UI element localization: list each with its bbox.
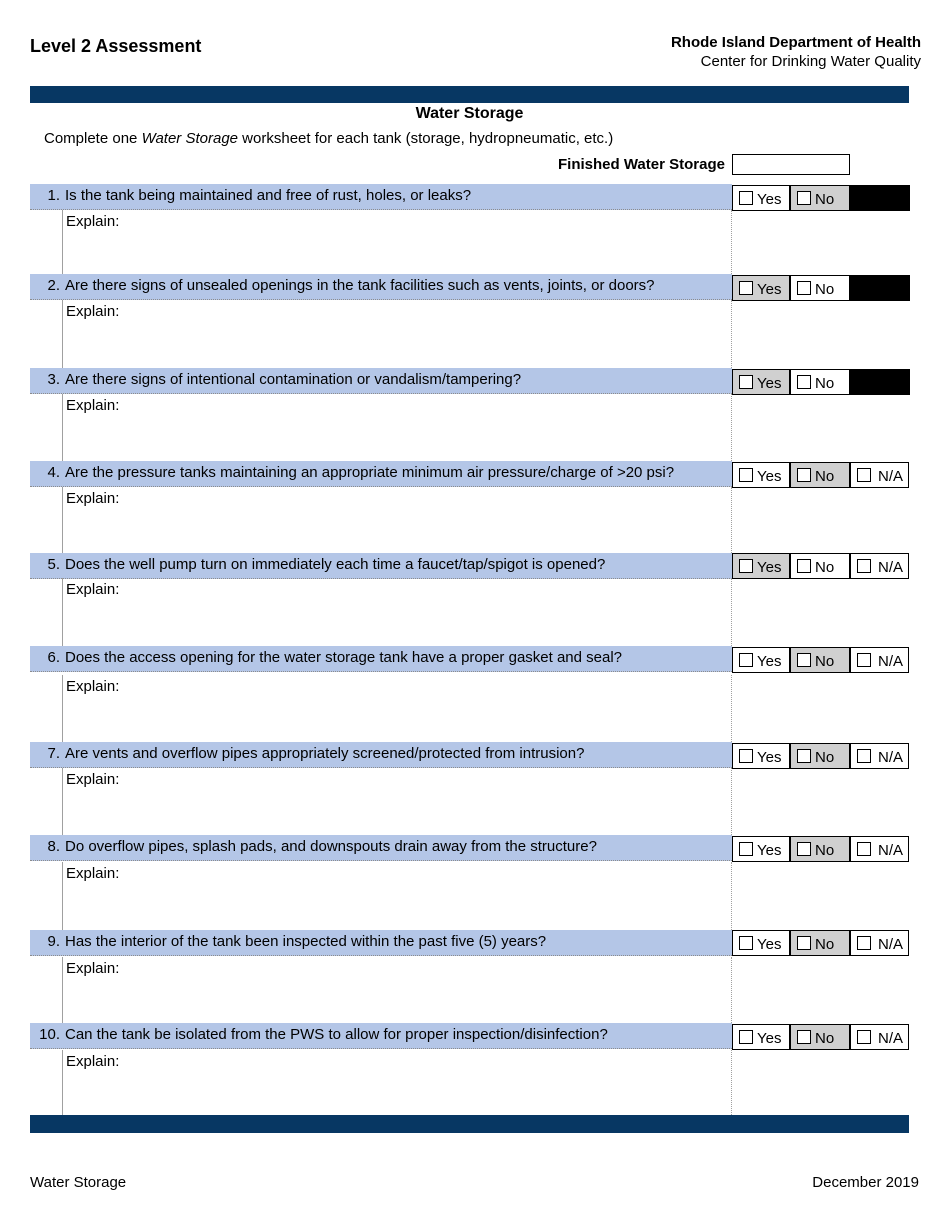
yes-label: Yes [757, 842, 782, 859]
checkbox-icon [857, 653, 871, 667]
na-option[interactable] [850, 647, 909, 673]
question-number: 9. [47, 933, 60, 950]
question-row-1 [30, 184, 732, 210]
na-label: N/A [877, 936, 903, 953]
checkbox-icon [797, 559, 811, 573]
yes-option[interactable] [732, 462, 790, 488]
fws-label-text: Finished Water Storage [557, 156, 725, 173]
explain-box-4[interactable] [62, 487, 732, 553]
checkbox-icon [857, 842, 871, 856]
yes-option[interactable] [732, 369, 790, 395]
checkbox-icon [739, 191, 753, 205]
na-option[interactable] [850, 462, 909, 488]
explain-box-6[interactable] [62, 675, 732, 742]
checkbox-icon [797, 749, 811, 763]
question-row-7 [30, 742, 732, 768]
explain-box-3[interactable] [62, 394, 732, 461]
explain-label: Explain: [66, 490, 120, 507]
checkbox-icon [739, 936, 753, 950]
no-label: No [815, 559, 835, 576]
no-option[interactable] [790, 185, 850, 211]
checkbox-icon [857, 936, 871, 950]
no-label: No [815, 375, 835, 392]
answer-group-10 [732, 1024, 910, 1050]
na-option[interactable] [850, 1024, 909, 1050]
checkbox-icon [857, 1030, 871, 1044]
checkbox-icon [797, 936, 811, 950]
yes-label: Yes [757, 749, 782, 766]
no-option[interactable] [790, 462, 850, 488]
page-title: Level 2 Assessment [30, 36, 202, 56]
explain-label: Explain: [66, 678, 120, 695]
question-number: 6. [47, 649, 60, 666]
answer-group-6 [732, 647, 910, 673]
no-label: No [815, 191, 835, 208]
no-label: No [815, 653, 835, 670]
question-number: 4. [47, 464, 60, 481]
yes-label: Yes [757, 468, 782, 485]
checkbox-icon [797, 191, 811, 205]
yes-option[interactable] [732, 553, 790, 579]
yes-option[interactable] [732, 647, 790, 673]
question-row-3 [30, 368, 732, 394]
checkbox-icon [739, 1030, 753, 1044]
question-row-8 [30, 835, 732, 861]
answer-group-5 [732, 553, 910, 579]
checkbox-icon [857, 749, 871, 763]
question-row-2 [30, 274, 732, 300]
question-number: 3. [47, 371, 60, 388]
yes-label: Yes [757, 191, 782, 208]
no-label: No [815, 468, 835, 485]
no-label: No [815, 281, 835, 298]
footer-section-name: Water Storage [30, 1174, 127, 1191]
checkbox-icon [797, 653, 811, 667]
no-option[interactable] [790, 647, 850, 673]
question-number: 10. [39, 1026, 60, 1043]
na-option[interactable] [850, 553, 909, 579]
disabled-na-cell [850, 369, 910, 395]
na-option[interactable] [850, 836, 909, 862]
na-option[interactable] [850, 930, 909, 956]
yes-option[interactable] [732, 1024, 790, 1050]
question-row-9 [30, 930, 732, 956]
top-band [30, 86, 909, 103]
explain-label: Explain: [66, 960, 120, 977]
question-text: Does the well pump turn on immediately each time a faucet/tap/spigot is opened? [65, 556, 606, 573]
no-option[interactable] [790, 1024, 850, 1050]
question-text: Is the tank being maintained and free of rust, holes, or leaks? [65, 187, 472, 204]
checkbox-icon [739, 281, 753, 295]
na-label: N/A [877, 842, 903, 859]
yes-option[interactable] [732, 185, 790, 211]
answer-group-3 [732, 369, 910, 395]
st-input[interactable] [732, 154, 850, 175]
question-number: 5. [47, 556, 60, 573]
yes-label: Yes [757, 1030, 782, 1047]
answer-group-8 [732, 836, 910, 862]
disabled-na-cell [850, 185, 910, 211]
answer-group-7 [732, 743, 910, 769]
explain-box-5[interactable] [62, 578, 732, 646]
question-text: Are there signs of intentional contamination or vandalism/tampering? [65, 371, 522, 388]
explain-label: Explain: [66, 397, 120, 414]
question-row-10 [30, 1023, 732, 1049]
answer-group-2 [732, 275, 910, 301]
no-option[interactable] [790, 275, 850, 301]
explain-box-10[interactable] [62, 1050, 732, 1115]
checkbox-icon [739, 468, 753, 482]
question-text: Has the interior of the tank been inspected within the past five (5) years? [65, 933, 547, 950]
checkbox-icon [797, 842, 811, 856]
yes-option[interactable] [732, 275, 790, 301]
answer-group-9 [732, 930, 910, 956]
question-text: Are there signs of unsealed openings in the tank facilities such as vents, joints, or doors? [65, 277, 655, 294]
instructions [44, 130, 613, 147]
bottom-band [30, 1115, 909, 1133]
checkbox-icon [857, 559, 871, 573]
na-label: N/A [877, 749, 903, 766]
no-option[interactable] [790, 743, 850, 769]
checkbox-icon [797, 1030, 811, 1044]
instructions-em: Water Storage [141, 130, 239, 147]
explain-box-8[interactable] [62, 862, 732, 930]
question-number: 8. [47, 838, 60, 855]
disabled-na-cell [850, 275, 910, 301]
explain-label: Explain: [66, 213, 120, 230]
no-label: No [815, 749, 835, 766]
answer-group-4 [732, 462, 910, 488]
na-label: N/A [877, 468, 903, 485]
explain-label: Explain: [66, 771, 120, 788]
explain-box-9[interactable] [62, 957, 732, 1023]
section-title: Water Storage [415, 105, 524, 122]
explain-label: Explain: [66, 303, 120, 320]
checkbox-icon [857, 468, 871, 482]
na-label: N/A [877, 559, 903, 576]
no-option[interactable] [790, 553, 850, 579]
question-text: Can the tank be isolated from the PWS to allow for proper inspection/disinfection? [65, 1026, 608, 1043]
answer-group-1 [732, 185, 910, 211]
instructions-pre: Complete one [44, 130, 142, 147]
na-label: N/A [877, 1030, 903, 1047]
no-label: No [815, 842, 835, 859]
question-number: 2. [47, 277, 60, 294]
question-row-6 [30, 646, 732, 672]
checkbox-icon [797, 468, 811, 482]
question-row-4 [30, 461, 732, 487]
no-label: No [815, 1030, 835, 1047]
checkbox-icon [739, 749, 753, 763]
question-text: Does the access opening for the water storage tank have a proper gasket and seal? [65, 649, 623, 666]
no-option[interactable] [790, 930, 850, 956]
question-text: Are vents and overflow pipes appropriately screened/protected from intrusion? [65, 745, 585, 762]
yes-label: Yes [757, 936, 782, 953]
na-label: N/A [877, 653, 903, 670]
question-number: 7. [47, 745, 60, 762]
checkbox-icon [739, 375, 753, 389]
org-name: Rhode Island Department of Health [670, 34, 921, 51]
question-number: 1. [47, 187, 60, 204]
org-subtitle: Center for Drinking Water Quality [700, 53, 921, 70]
checkbox-icon [797, 375, 811, 389]
yes-option[interactable] [732, 836, 790, 862]
no-option[interactable] [790, 836, 850, 862]
yes-option[interactable] [732, 743, 790, 769]
explain-box-7[interactable] [62, 768, 732, 835]
explain-box-2[interactable] [62, 300, 732, 368]
explain-label: Explain: [66, 581, 120, 598]
na-option[interactable] [850, 743, 909, 769]
no-option[interactable] [790, 369, 850, 395]
checkbox-icon [739, 842, 753, 856]
explain-label: Explain: [66, 865, 120, 882]
checkbox-icon [739, 653, 753, 667]
checkbox-icon [739, 559, 753, 573]
yes-label: Yes [757, 559, 782, 576]
checkbox-icon [797, 281, 811, 295]
footer-date: December 2019 [812, 1174, 919, 1191]
no-label: No [815, 936, 835, 953]
finished-water-storage-label [558, 156, 755, 173]
yes-label: Yes [757, 281, 782, 298]
yes-label: Yes [757, 653, 782, 670]
yes-label: Yes [757, 375, 782, 392]
explain-label: Explain: [66, 1053, 120, 1070]
instructions-post: worksheet for each tank (storage, hydropneumatic, etc.) [238, 130, 614, 147]
explain-box-1[interactable] [62, 210, 732, 274]
question-row-5 [30, 553, 732, 579]
yes-option[interactable] [732, 930, 790, 956]
question-text: Are the pressure tanks maintaining an appropriate minimum air pressure/charge of >20 psi? [65, 464, 675, 481]
question-text: Do overflow pipes, splash pads, and downspouts drain away from the structure? [65, 838, 597, 855]
